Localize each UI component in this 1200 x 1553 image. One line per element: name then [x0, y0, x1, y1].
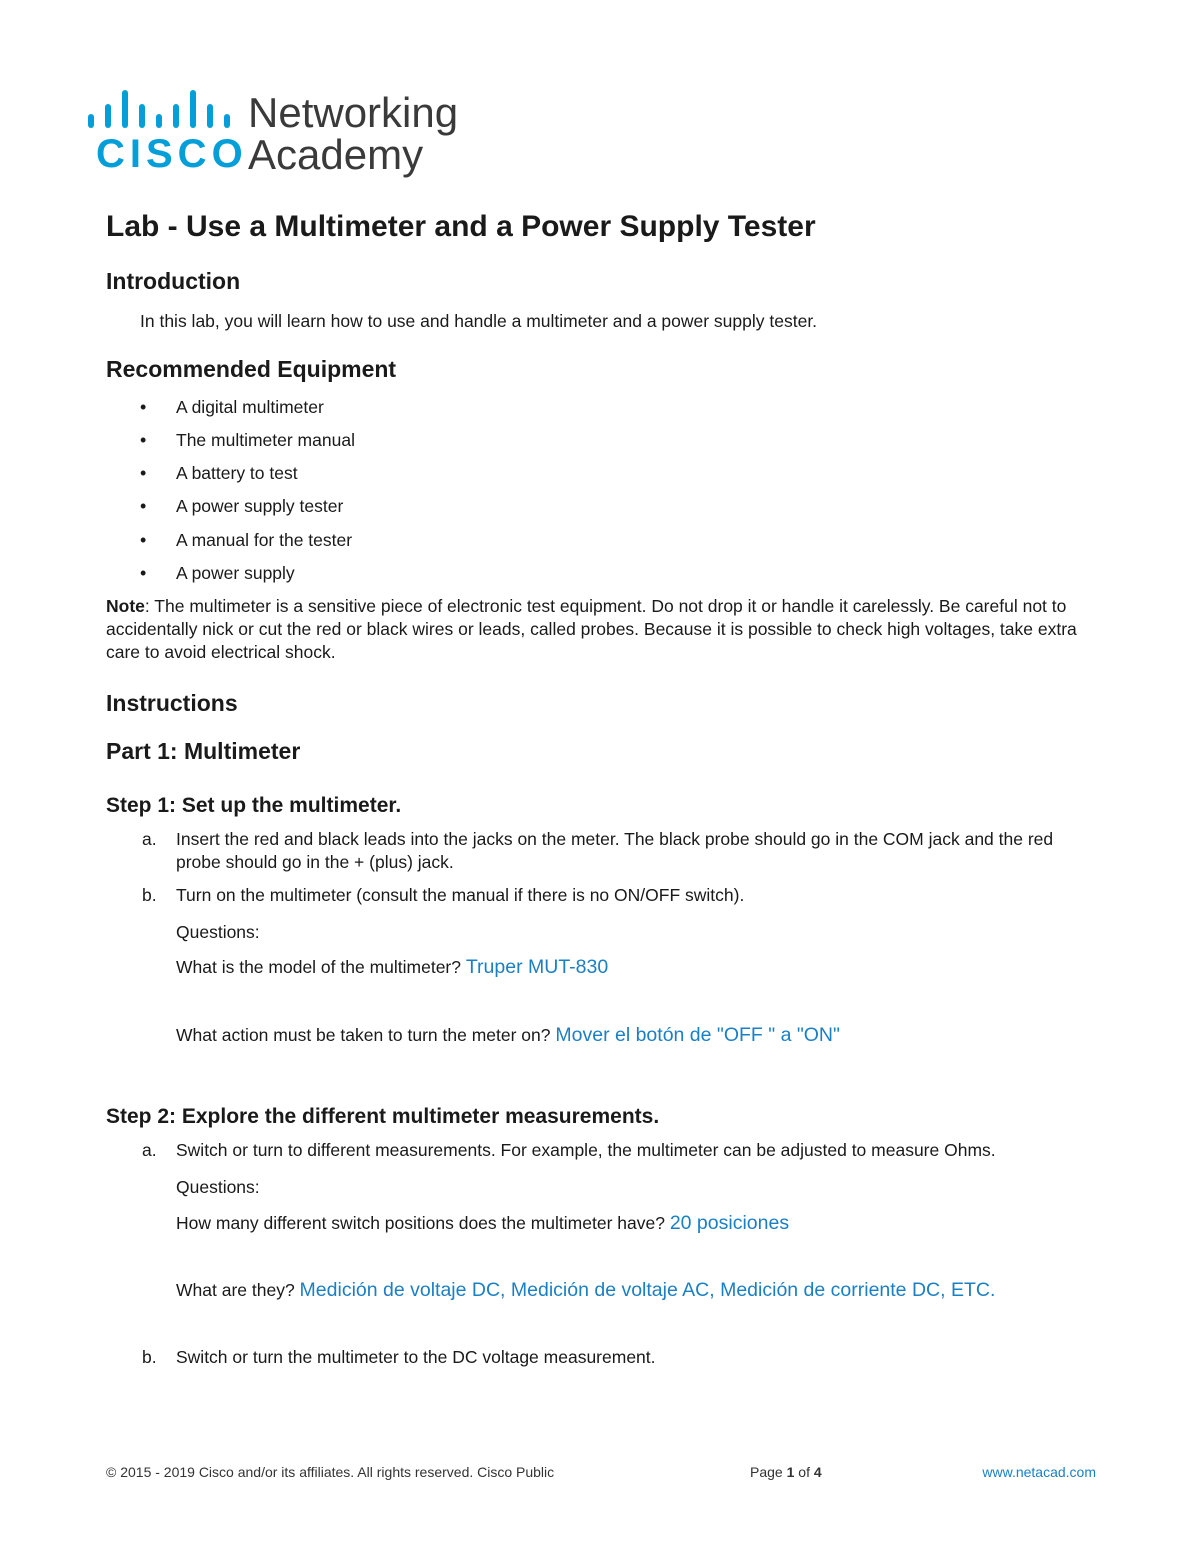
answer-text[interactable]: 20 posiciones — [669, 1211, 790, 1234]
step2-question-2 — [106, 1278, 1096, 1303]
step2-questions-label: Questions: — [176, 1177, 260, 1198]
cisco-networking-academy-logo — [84, 86, 504, 182]
introduction-heading: Introduction — [106, 268, 241, 294]
question-text: How many different switch positions does the multimeter have? — [176, 1212, 665, 1233]
item-text: Switch or turn the multimeter to the DC voltage measurement. — [176, 1346, 656, 1367]
page-total: 4 — [813, 1464, 822, 1480]
step1-item-a — [106, 828, 1096, 874]
step1-question-2 — [106, 1023, 1096, 1048]
page-prefix: Page — [750, 1464, 787, 1480]
question-text: What is the model of the multimeter? — [176, 957, 461, 978]
instructions-heading: Instructions — [106, 690, 238, 717]
page-footer — [106, 1464, 1096, 1484]
website-link[interactable]: www.netacad.com — [982, 1464, 1096, 1480]
step2-question-1 — [106, 1211, 1096, 1236]
step2-heading: Step 2: Explore the different multimeter measurements. — [106, 1105, 660, 1129]
answer-text[interactable]: Mover el botón de "OFF " a "ON" — [555, 1023, 840, 1046]
equipment-heading: Recommended Equipment — [106, 356, 397, 383]
step2-item-a — [106, 1139, 1096, 1162]
step1-question-1 — [106, 955, 1096, 980]
introduction-text: In this lab, you will learn how to use and handle a multimeter and a power supply tester. — [140, 310, 818, 331]
item-marker: a. — [142, 829, 157, 850]
step2-item-b — [106, 1346, 1096, 1369]
question-text: What action must be taken to turn the meter on? — [176, 1024, 551, 1045]
equipment-list — [106, 396, 1096, 584]
page-current: 1 — [786, 1464, 795, 1480]
list-item: • A power supply tester — [106, 495, 1096, 518]
step1-questions-label: Questions: — [176, 921, 260, 942]
cisco-bars-icon — [88, 90, 238, 136]
question-text: What are they? — [176, 1280, 295, 1301]
item-marker: b. — [142, 1346, 157, 1367]
document-body — [106, 268, 1096, 1368]
part1-heading: Part 1: Multimeter — [106, 737, 301, 764]
item-text: Switch or turn to different measurements. For example, the multimeter can be adjusted to measure Ohms. — [176, 1140, 996, 1161]
answer-text[interactable]: Medición de voltaje DC, Medición de voltaje AC, Medición de corriente DC, ETC. — [299, 1279, 996, 1302]
logo-networking-text: Networking — [248, 89, 459, 136]
list-item: • A battery to test — [106, 462, 1096, 485]
item-marker: a. — [142, 1140, 157, 1161]
logo-academy-text: Academy — [248, 131, 424, 178]
list-item: • The multimeter manual — [106, 429, 1096, 452]
note-text: : The multimeter is a sensitive piece of electronic test equipment. Do not drop it or handle it carelessly. Be careful not to accidentally nick or cut the red or black wires or leads, called probes. Because it is possible to check high voltages, take extra care to avoid electrical shock. — [106, 595, 1077, 662]
step1-heading: Step 1: Set up the multimeter. — [106, 794, 402, 818]
answer-text[interactable]: Truper MUT-830 — [465, 956, 609, 979]
list-item: • A power supply — [106, 562, 1096, 585]
item-text: Turn on the multimeter (consult the manual if there is no ON/OFF switch). — [176, 884, 745, 905]
item-marker: b. — [142, 884, 157, 905]
cisco-wordmark: CISCO — [96, 132, 248, 176]
list-item: • A manual for the tester — [106, 529, 1096, 552]
step1-item-b — [106, 884, 1096, 907]
copyright-text: © 2015 - 2019 Cisco and/or its affiliates. All rights reserved. Cisco Public — [106, 1464, 555, 1480]
note-label: Note — [106, 595, 145, 616]
list-item: • A digital multimeter — [106, 396, 1096, 419]
page-title: Lab - Use a Multimeter and a Power Supply Tester — [106, 210, 816, 243]
item-text: Insert the red and black leads into the jacks on the meter. The black probe should go in the COM jack and the red probe should go in the + (plus) jack. — [176, 829, 1054, 873]
page-number — [750, 1464, 822, 1480]
page-of: of — [794, 1464, 814, 1480]
safety-note — [106, 595, 1096, 664]
